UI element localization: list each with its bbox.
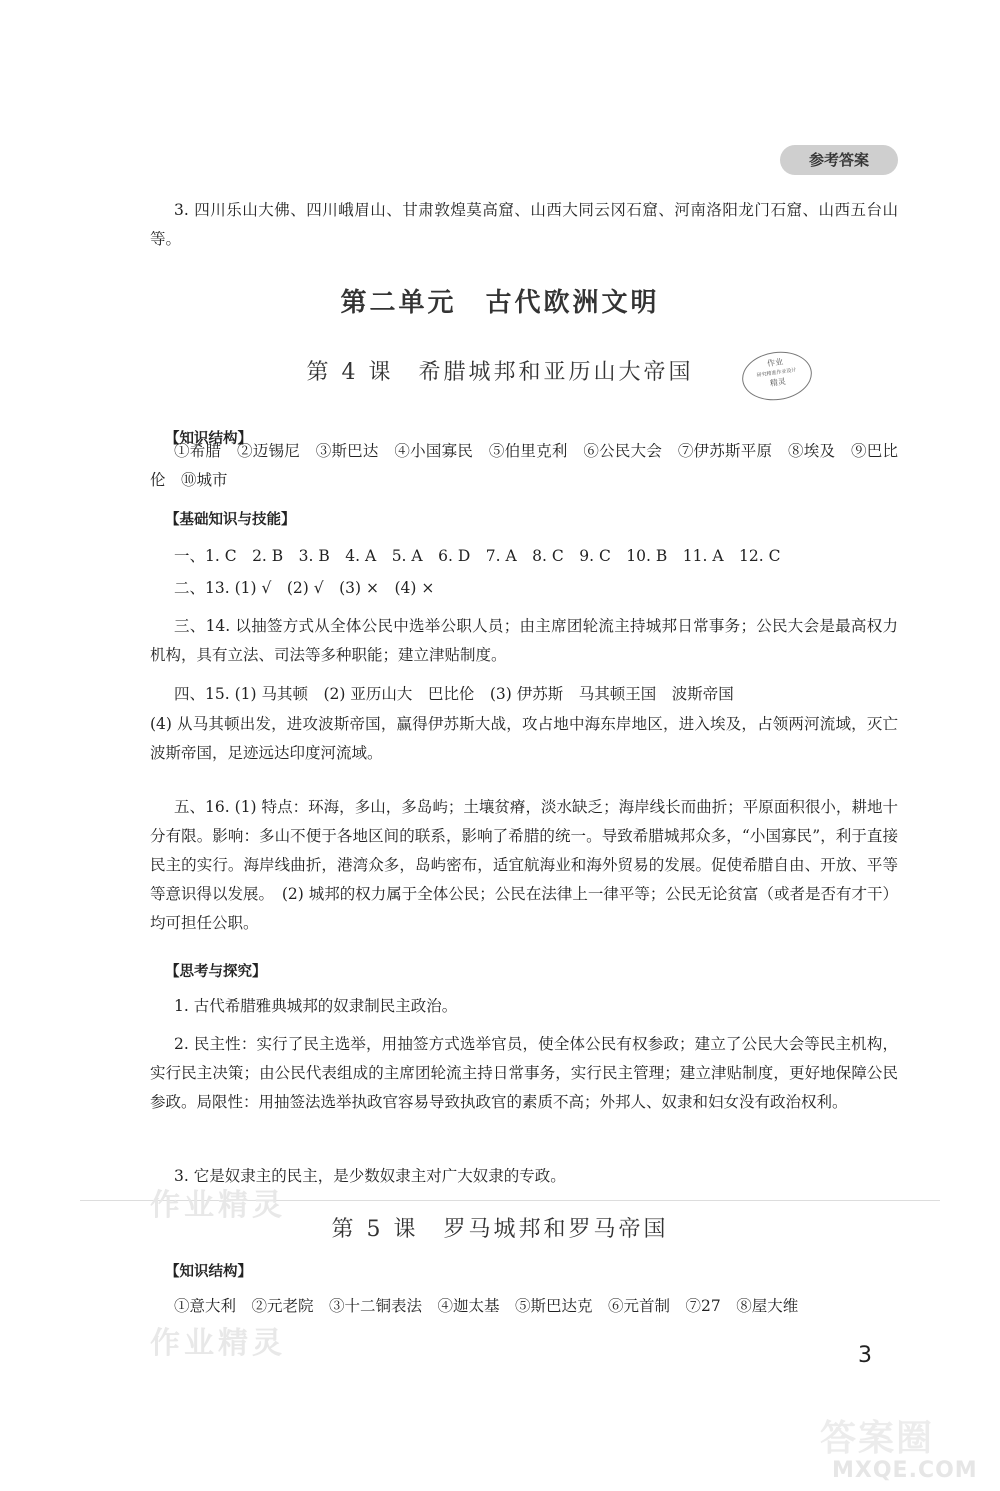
corner-watermark-logo: 答案圈: [820, 1418, 935, 1459]
answer-section-tag: 参考答案: [780, 145, 898, 175]
answer-q2: 二、13. (1) √ (2) √ (3) × (4) ×: [174, 579, 435, 597]
previous-answer-3: 3. 四川乐山大佛、四川峨眉山、甘肃敦煌莫高窟、山西大同云冈石窟、河南洛阳龙门石窟、山西五台山等。: [150, 201, 898, 248]
basics-heading: 【基础知识与技能】: [165, 512, 296, 528]
stamp-bottom-text: 精灵: [769, 376, 787, 389]
answer-q3: 三、14. 以抽签方式从全体公民中选举公职人员；由主席团轮流主持城邦日常事务；公民大会是最高权力机构，具有立法、司法等多种职能；建立津贴制度。: [150, 617, 898, 664]
lesson-5-knowledge-items: ①意大利 ②元老院 ③十二铜表法 ④迦太基 ⑤斯巴达克 ⑥元首制 ⑦27 ⑧屋大维: [174, 1297, 799, 1315]
answer-q5: 五、16. (1) 特点：环海，多山，多岛屿；土壤贫瘠，淡水缺乏；海岸线长而曲折；平原面积很小，耕地十分有限。影响：多山不便于各地区间的联系，影响了希腊的统一。导致希腊城邦众多，“小国寡民”，利于直接民主的实行。海岸线曲折，港湾众多，岛屿密布，适宜航海业和海外贸易的发展。促使希腊自由、开放、平等等意识得以发展。 (2) 城邦的权力属于全体公民；公民在法律上一律平等；公民无论贫富（或者是否有才干）均可担任公职。: [150, 798, 898, 932]
knowledge-structure-heading: 【知识结构】: [165, 431, 252, 447]
page-number: 3: [858, 1343, 872, 1368]
think-answer-3: 3. 它是奴隶主的民主，是少数奴隶主对广大奴隶的专政。: [174, 1167, 566, 1185]
answer-q1: 一、1. C 2. B 3. B 4. A 5. A 6. D 7. A 8. C 9. C 10. B 11. A 12. C: [174, 547, 781, 565]
knowledge-structure-items: ①希腊 ②迈锡尼 ③斯巴达 ④小国寡民 ⑤伯里克利 ⑥公民大会 ⑦伊苏斯平原 ⑧埃及 ⑨巴比伦 ⑩城市: [150, 442, 898, 489]
lesson-5-title: 第 5 课 罗马城邦和罗马帝国: [331, 1217, 669, 1242]
think-answer-1: 1. 古代希腊雅典城邦的奴隶制民主政治。: [174, 997, 458, 1015]
think-explore-heading: 【思考与探究】: [165, 964, 267, 980]
lesson-4-title: 第 4 课 希腊城邦和亚历山大帝国: [306, 360, 694, 385]
answer-q4-part2: (4) 从马其顿出发，进攻波斯帝国，赢得伊苏斯大战，攻占地中海东岸地区，进入埃及，占领两河流域，灭亡波斯帝国，足迹远达印度河流域。: [150, 715, 898, 762]
watermark-upper: 作业精灵: [150, 1188, 286, 1223]
lesson-5-knowledge-heading: 【知识结构】: [165, 1264, 252, 1280]
unit-title: 第二单元 古代欧洲文明: [340, 288, 660, 318]
watermark-lower: 作业精灵: [150, 1326, 286, 1361]
stamp-mid-text: 研究精准作业设计: [756, 367, 797, 379]
corner-watermark-url: MXQE.COM: [832, 1458, 978, 1483]
answer-q4-part1: 四、15. (1) 马其顿 (2) 亚历山大 巴比伦 (3) 伊苏斯 马其顿王国 波斯帝国: [174, 685, 734, 703]
think-answer-2: 2. 民主性：实行了民主选举，用抽签方式选举官员，使全体公民有权参政；建立了公民大会等民主机构，实行民主决策；由公民代表组成的主席团轮流主持日常事务，实行民主管理；建立津贴制度，更好地保障公民参政。局限性：用抽签法选举执政官容易导致执政官的素质不高；外邦人、奴隶和妇女没有政治权利。: [150, 1035, 898, 1111]
stamp-top-text: 作业: [766, 357, 784, 369]
